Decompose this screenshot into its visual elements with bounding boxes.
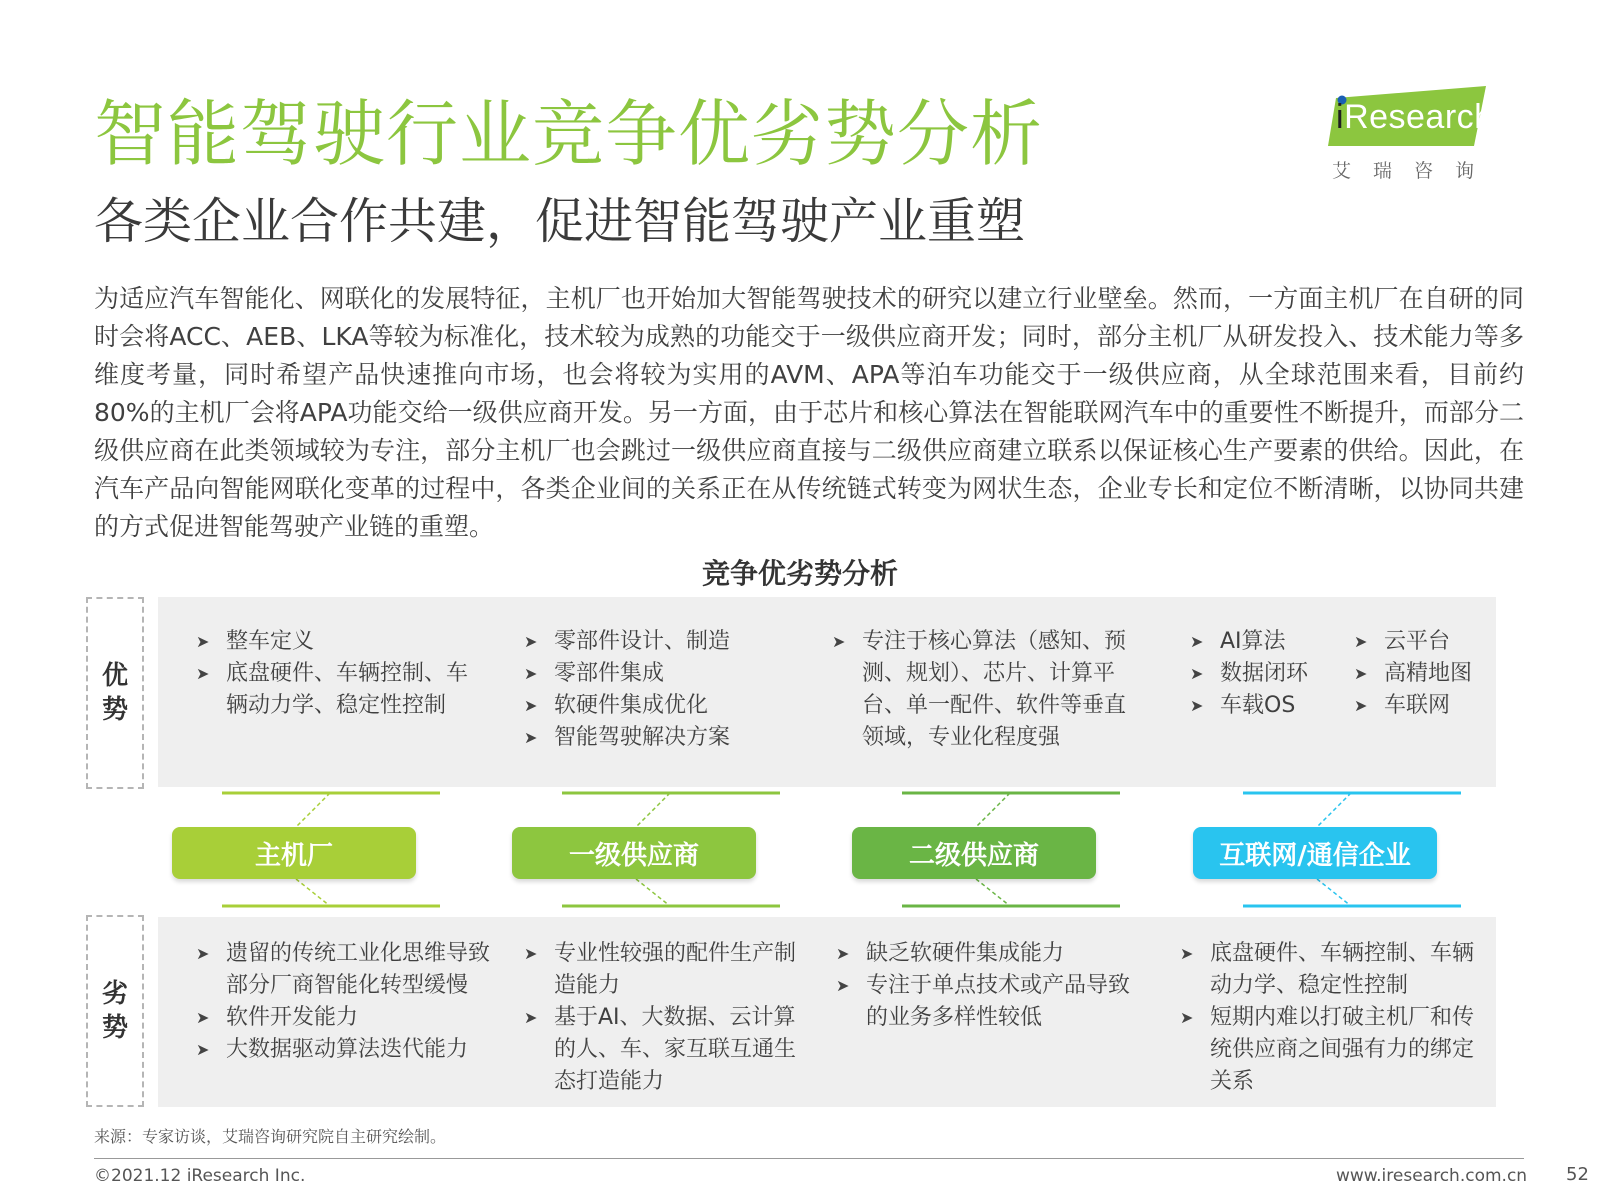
list-item: ➤ 底盘硬件、车辆控制、车辆动力学、稳定性控制 [1180,938,1486,1002]
list-item: ➤ 数据闭环 [1190,658,1340,690]
list-item: ➤ 遗留的传统工业化思维导致部分厂商智能化转型缓慢 [196,938,502,1002]
category-box-internet: 互联网/通信企业 [1193,827,1437,879]
list-item: ➤ 云平台 [1354,626,1504,658]
list-item: ➤ 车载OS [1190,690,1340,722]
list-item: ➤ 专业性较强的配件生产制造能力 [524,938,806,1002]
list-item: ➤ 缺乏软硬件集成能力 [836,938,1142,970]
page-subtitle: 各类企业合作共建，促进智能驾驶产业重塑 [94,193,1026,250]
logo-chinese-name: 艾瑞咨询 [1332,160,1497,182]
copyright: ©2021.12 iResearch Inc. [94,1166,306,1186]
disadvantage-list-tier1 [524,938,806,1098]
list-item: ➤ 软硬件集成优化 [524,690,814,722]
page-title: 智能驾驶行业竞争优劣势分析 [94,92,1044,176]
disadvantage-list-tier2 [836,938,1142,1034]
website-link[interactable]: www.iresearch.com.cn [1336,1166,1528,1186]
list-item: ➤ 软件开发能力 [196,1002,502,1034]
list-item: ➤ 高精地图 [1354,658,1504,690]
logo-i-letter: i [1336,98,1345,136]
list-item: ➤ 零部件设计、制造 [524,626,814,658]
list-item: ➤ 基于AI、大数据、云计算的人、车、家互联互通生态打造能力 [524,1002,806,1098]
disadvantage-list-internet [1180,938,1486,1098]
list-item: ➤ 大数据驱动算法迭代能力 [196,1034,502,1066]
category-box-tier1: 一级供应商 [512,827,756,879]
footer-divider [94,1158,1524,1159]
category-box-tier2: 二级供应商 [852,827,1096,879]
disadvantage-list-oem [196,938,502,1066]
list-item: ➤ 智能驾驶解决方案 [524,722,814,754]
list-item: ➤ 车联网 [1354,690,1504,722]
list-item: ➤ 短期内难以打破主机厂和传统供应商之间强有力的绑定关系 [1180,1002,1486,1098]
list-item: ➤ 零部件集成 [524,658,814,690]
list-item: ➤ 专注于核心算法（感知、预测、规划）、芯片、计算平台、单一配件、软件等垂直领域，专业化程度强 [832,626,1134,754]
disadvantage-label [86,915,144,1107]
list-item: ➤ 专注于单点技术或产品导致的业务多样性较低 [836,970,1142,1034]
list-item: ➤ AI算法 [1190,626,1340,658]
list-item: ➤ 底盘硬件、车辆控制、车辆动力学、稳定性控制 [196,658,486,722]
disadvantage-label-char-1: 劣 [101,979,128,1009]
diagram-title: 竞争优劣势分析 [701,557,898,590]
disadvantage-label-char-2: 势 [101,1013,128,1043]
list-item: ➤ 整车定义 [196,626,486,658]
source-note: 来源：专家访谈，艾瑞咨询研究院自主研究绘制。 [94,1127,447,1146]
advantage-label-char-2: 势 [101,695,128,725]
body-paragraph: 为适应汽车智能化、网联化的发展特征，主机厂也开始加大智能驾驶技术的研究以建立行业壁垒。然而，一方面主机厂在自研的同时会将ACC、AEB、LKA等较为标准化，技术较为成熟的功能交于一级供应商开发；同时，部分主机厂从研发投入、技术能力等多维度考量，同时希望产品快速推向市场，也会将较为实用的AVM、APA等泊车功能交于一级供应商，从全球范围来看，目前约80%的主机厂会将APA功能交给一级供应商开发。另一方面，由于芯片和核心算法在智能联网汽车中的重要性不断提升，而部分二级供应商在此类领域较为专注，部分主机厂也会跳过一级供应商直接与二级供应商建立联系以保证核心生产要素的供给。因此，在汽车产品向智能网联化变革的过程中，各类企业间的关系正在从传统链式转变为网状生态，企业专长和定位不断清晰，以协同共建的方式促进智能驾驶产业链的重塑。 [94,284,1524,541]
page-number: 52 [1566,1164,1589,1185]
logo-name: Research [1344,98,1494,136]
advantage-label-char-1: 优 [101,661,128,691]
category-box-oem: 主机厂 [172,827,416,879]
